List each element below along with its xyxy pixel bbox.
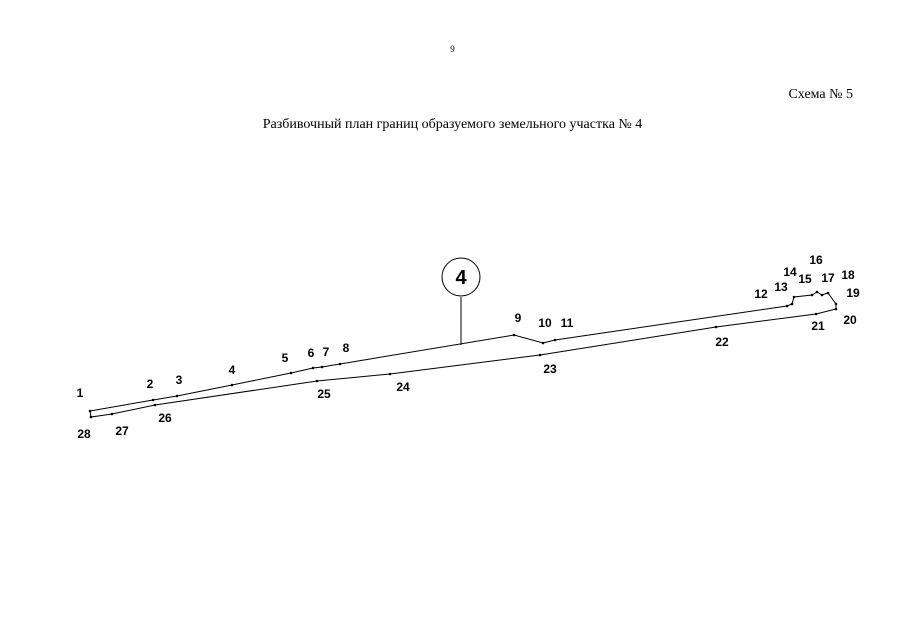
vertex-point-16 xyxy=(816,291,819,294)
vertex-point-8 xyxy=(339,363,342,366)
vertex-point-5 xyxy=(290,372,293,375)
vertex-label-8: 8 xyxy=(342,341,350,355)
vertex-label-27: 27 xyxy=(115,424,129,438)
vertex-label-3: 3 xyxy=(175,373,183,387)
vertex-point-4 xyxy=(231,384,234,387)
vertex-label-24: 24 xyxy=(396,380,410,394)
vertex-label-5: 5 xyxy=(281,351,289,365)
vertex-point-2 xyxy=(152,399,155,402)
vertex-label-18: 18 xyxy=(841,268,855,282)
vertex-label-9: 9 xyxy=(514,311,522,325)
vertex-point-9 xyxy=(513,334,516,337)
vertex-point-23 xyxy=(539,354,542,357)
boundary-vertices xyxy=(89,291,838,419)
vertex-point-13 xyxy=(791,303,794,306)
vertex-point-26 xyxy=(154,404,157,407)
vertex-point-10 xyxy=(542,342,545,345)
vertex-point-25 xyxy=(316,380,319,383)
vertex-label-22: 22 xyxy=(715,335,729,349)
vertex-label-25: 25 xyxy=(317,387,331,401)
vertex-point-12 xyxy=(786,305,789,308)
vertex-label-19: 19 xyxy=(846,286,860,300)
vertex-point-14 xyxy=(793,296,796,299)
vertex-label-17: 17 xyxy=(821,271,835,285)
vertex-point-6 xyxy=(312,367,315,370)
vertex-point-1 xyxy=(89,410,92,413)
plan-title: Разбивочный план границ образуемого земельного участка № 4 xyxy=(262,117,643,132)
vertex-point-17 xyxy=(821,294,824,297)
vertex-point-3 xyxy=(176,395,179,398)
vertex-point-20 xyxy=(835,308,838,311)
parcel-callout xyxy=(442,258,480,345)
vertex-label-11: 11 xyxy=(560,316,574,330)
vertex-point-18 xyxy=(827,292,830,295)
vertex-point-27 xyxy=(111,413,114,416)
vertex-label-4: 4 xyxy=(228,363,236,377)
vertex-point-19 xyxy=(835,303,838,306)
vertex-point-28 xyxy=(90,416,93,419)
vertex-point-22 xyxy=(715,326,718,329)
vertex-label-14: 14 xyxy=(783,265,797,279)
vertex-label-23: 23 xyxy=(543,362,557,376)
vertex-point-21 xyxy=(815,313,818,316)
vertex-label-2: 2 xyxy=(146,377,154,391)
vertex-point-15 xyxy=(811,294,814,297)
vertex-label-12: 12 xyxy=(754,287,768,301)
page-number: 9 xyxy=(450,44,455,54)
parcel-number: 4 xyxy=(455,267,467,289)
vertex-label-6: 6 xyxy=(307,346,315,360)
vertex-label-26: 26 xyxy=(158,411,172,425)
vertex-label-20: 20 xyxy=(843,313,857,327)
boundary-line xyxy=(90,292,836,417)
vertex-label-16: 16 xyxy=(809,253,823,267)
parcel-boundary xyxy=(90,292,836,417)
vertex-label-13: 13 xyxy=(774,280,788,294)
vertex-point-24 xyxy=(389,373,392,376)
vertex-point-11 xyxy=(554,339,557,342)
scheme-label: Схема № 5 xyxy=(788,87,853,102)
vertex-label-10: 10 xyxy=(538,316,552,330)
vertex-label-7: 7 xyxy=(322,345,330,359)
vertex-label-28: 28 xyxy=(77,427,91,441)
vertex-label-1: 1 xyxy=(76,386,84,400)
vertex-label-21: 21 xyxy=(811,319,825,333)
vertex-label-15: 15 xyxy=(798,272,812,286)
vertex-point-7 xyxy=(321,366,324,369)
